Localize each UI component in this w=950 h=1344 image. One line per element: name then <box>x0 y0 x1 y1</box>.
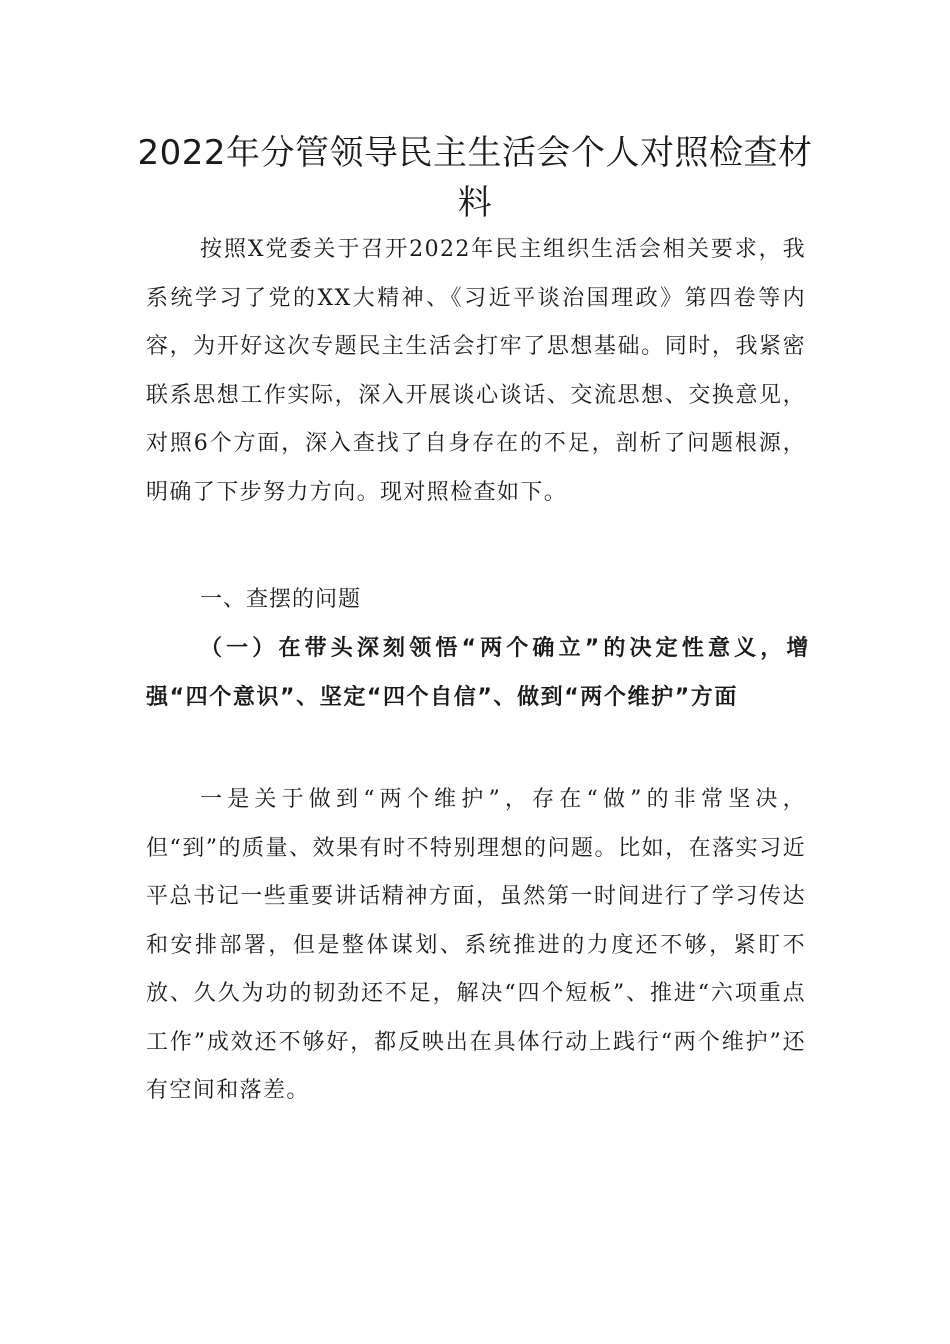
section-heading: 一、查摆的问题 <box>200 587 362 612</box>
subsection-heading: （一）在带头深刻领悟“两个确立”的决定性意义，增强“四个意识”、坚定“四个自信”、做到“两个维护”方面 <box>146 636 810 710</box>
document-title: 2022年分管领导民主生活会个人对照检查材料 <box>137 133 813 223</box>
body-paragraph: 一是关于做到“两个维护”，存在“做”的非常坚决，但“到”的质量、效果有时不特别理想的问题。比如，在落实习近平总书记一些重要讲话精神方面，虽然第一时间进行了学习传达和安排部署，但是整体谋划、系统推进的力度还不够，紧盯不放、久久为功的韧劲还不足，解决“四个短板”、推进“六项重点工作”成效还不够好，都反映出在具体行动上践行“两个维护”还有空间和落差。 <box>146 787 806 1103</box>
intro-paragraph: 按照X党委关于召开2022年民主组织生活会相关要求，我系统学习了党的XX大精神、《习近平谈治国理政》第四卷等内容，为开好这次专题民主生活会打牢了思想基础。同时，我紧密联系思想工作实际，深入开展谈心谈话、交流思想、交换意见，对照6个方面，深入查找了自身存在的不足，剖析了问题根源，明确了下步努力方向。现对照检查如下。 <box>146 237 806 505</box>
